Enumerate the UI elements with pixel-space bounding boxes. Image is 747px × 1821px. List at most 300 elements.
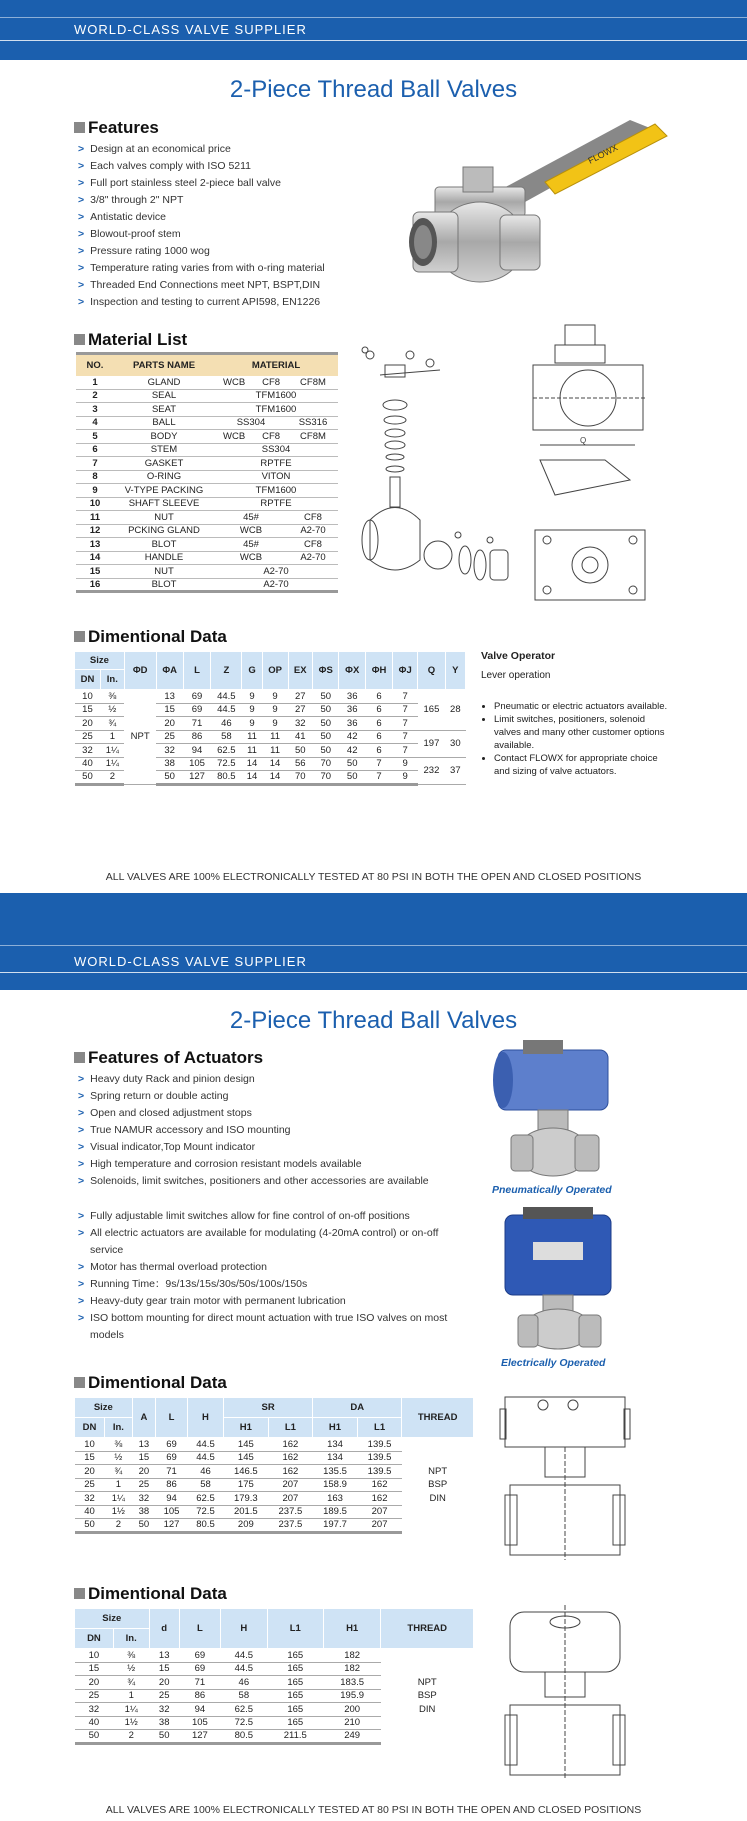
- dim-cell: 7: [365, 757, 392, 771]
- dim-cell: 69: [179, 1649, 220, 1663]
- material-part: PCKING GLAND: [114, 524, 214, 538]
- material-no: 5: [76, 430, 114, 444]
- material-row: [76, 511, 338, 525]
- feature-item: > Each valves comply with ISO 5211: [78, 158, 325, 175]
- dim-cell: 165: [267, 1716, 323, 1730]
- dim-cell: 9: [262, 717, 288, 731]
- dim-cell: 62.5: [221, 1703, 268, 1717]
- feature-item: > Heavy-duty gear train motor with permanent lubrication: [78, 1293, 468, 1310]
- col-phi-d: ΦD: [124, 652, 156, 690]
- dim-cell: 14: [262, 757, 288, 771]
- dim-row: [75, 690, 466, 704]
- dim-cell: 69: [156, 1438, 188, 1452]
- page-title-2: 2-Piece Thread Ball Valves: [229, 1007, 518, 1034]
- dim-cell: 9: [393, 771, 418, 785]
- dim-y: 28: [445, 690, 465, 731]
- material-no: 15: [76, 565, 114, 579]
- technical-drawing: [525, 320, 660, 610]
- dim-cell: 50: [312, 717, 338, 731]
- dim-cell: 207: [357, 1519, 402, 1533]
- dim-cell: 127: [156, 1519, 188, 1533]
- operator-notes: [482, 700, 672, 778]
- dim-cell: 175: [224, 1478, 269, 1492]
- dim-cell: 10: [75, 690, 101, 704]
- dim-cell: ⅜: [100, 690, 124, 704]
- material-part: BLOT: [114, 538, 214, 552]
- d2-col-size: Size: [75, 1609, 150, 1629]
- dim-cell: 207: [357, 1505, 402, 1519]
- dim-cell: 201.5: [224, 1505, 269, 1519]
- dim-cell: 32: [156, 744, 183, 758]
- dim-cell: 2: [100, 771, 124, 785]
- feature-item: > Design at an economical price: [78, 141, 325, 158]
- d2-col-h1: H1: [323, 1609, 381, 1649]
- dim-cell: 15: [156, 703, 183, 717]
- dim-cell: 44.5: [187, 1438, 223, 1452]
- dim-cell: 7: [393, 690, 418, 704]
- d1-col-l: L: [156, 1398, 188, 1438]
- material-value: 45#: [214, 538, 288, 552]
- col-y: Y: [445, 652, 465, 690]
- material-row: [76, 538, 338, 552]
- material-value: RPTFE: [214, 497, 338, 511]
- top-banner: [0, 0, 747, 60]
- dim-cell: 1¼: [105, 1492, 133, 1506]
- dim-cell: ¾: [113, 1676, 149, 1690]
- actuator-features-list: [78, 1071, 429, 1190]
- col-l: L: [183, 652, 210, 690]
- dim-cell: 32: [132, 1492, 155, 1506]
- pneumatic-drawing: [495, 1385, 635, 1570]
- dim-cell: 69: [179, 1662, 220, 1676]
- dim-cell: 20: [75, 717, 101, 731]
- feature-item: > Open and closed adjustment stops: [78, 1105, 429, 1122]
- material-heading: Material List: [74, 330, 187, 350]
- dim-cell: 42: [339, 730, 365, 744]
- dim-cell: 13: [132, 1438, 155, 1452]
- dim-cell: 72.5: [211, 757, 242, 771]
- d1-col-size: Size: [75, 1398, 133, 1418]
- dim-cell: 6: [365, 690, 392, 704]
- material-part: STEM: [114, 443, 214, 457]
- feature-item: > Inspection and testing to current API598, EN1226: [78, 294, 325, 311]
- col-phi-j: ΦJ: [393, 652, 418, 690]
- material-row: [76, 376, 338, 390]
- dim-cell: 32: [75, 744, 101, 758]
- dim-cell: 94: [179, 1703, 220, 1717]
- dim-cell: 42: [339, 744, 365, 758]
- dim-cell: 9: [242, 690, 262, 704]
- dim-cell: ½: [105, 1451, 133, 1465]
- dim-cell: 86: [183, 730, 210, 744]
- dim-cell: 32: [75, 1703, 114, 1717]
- thread-cell: DIN: [429, 1492, 446, 1504]
- dim-cell: 50: [149, 1730, 179, 1744]
- dim-cell: 9: [262, 690, 288, 704]
- dim-cell: 40: [75, 1505, 105, 1519]
- dim-cell: 6: [365, 730, 392, 744]
- d1-col-da-l1: L1: [357, 1418, 402, 1438]
- dim-cell: 6: [365, 744, 392, 758]
- dim-cell: ⅜: [113, 1649, 149, 1663]
- dim-cell: 7: [365, 771, 392, 785]
- feature-item: > Antistatic device: [78, 209, 325, 226]
- material-no: 10: [76, 497, 114, 511]
- col-g: G: [242, 652, 262, 690]
- operator-note: • Pneumatic or electric actuators available.: [494, 700, 672, 713]
- dim-cell: 1½: [113, 1716, 149, 1730]
- dimensional-heading-2: Dimentional Data: [74, 1373, 227, 1393]
- dim-cell: 134: [313, 1451, 358, 1465]
- section2-footer: ALL VALVES ARE 100% ELECTRONICALLY TESTED AT 80 PSI IN BOTH THE OPEN AND CLOSED POSITIONS: [105, 1804, 642, 1816]
- dim-cell: 40: [75, 757, 101, 771]
- material-no: 6: [76, 443, 114, 457]
- col-phi-x: ΦX: [339, 652, 365, 690]
- dim-cell: 183.5: [323, 1676, 381, 1690]
- d1-col-da-h1: H1: [313, 1418, 358, 1438]
- material-row: [76, 457, 338, 471]
- material-row: [76, 551, 338, 565]
- d2-col-h: H: [221, 1609, 268, 1649]
- dim-cell: 62.5: [211, 744, 242, 758]
- dim-cell: 139.5: [357, 1438, 402, 1452]
- dim-cell: 162: [268, 1451, 313, 1465]
- thread-cell: [381, 1662, 474, 1676]
- material-part: V-TYPE PACKING: [114, 484, 214, 498]
- dim-cell: 165: [267, 1649, 323, 1663]
- dim-cell: 162: [268, 1438, 313, 1452]
- dim-row: [75, 1465, 474, 1479]
- dim-cell: 162: [357, 1492, 402, 1506]
- dim-cell: 41: [288, 730, 312, 744]
- thread-cell: [402, 1519, 474, 1533]
- dim-cell: 9: [393, 757, 418, 771]
- dim-cell: 50: [339, 771, 365, 785]
- dim-cell: 56: [288, 757, 312, 771]
- material-row: [76, 443, 338, 457]
- operator-note: • Contact FLOWX for appropriate choice and sizing of valve actuators.: [494, 752, 672, 778]
- dim-cell: 13: [149, 1649, 179, 1663]
- dim-cell: 105: [156, 1505, 188, 1519]
- col-ex: EX: [288, 652, 312, 690]
- material-value: WCB: [214, 551, 288, 565]
- thread-cell: NPT: [428, 1465, 448, 1477]
- dim-cell: 2: [105, 1519, 133, 1533]
- d2-col-l: L: [179, 1609, 220, 1649]
- dim-cell: 207: [268, 1492, 313, 1506]
- dim-cell: 32: [149, 1703, 179, 1717]
- dim-cell: 189.5: [313, 1505, 358, 1519]
- dim-cell: 14: [242, 771, 262, 785]
- thread-cell: [402, 1505, 474, 1519]
- banner-tagline-2: WORLD-CLASS VALVE SUPPLIER: [74, 954, 307, 969]
- dim-cell: 80.5: [221, 1730, 268, 1744]
- dim-cell: 1: [105, 1478, 133, 1492]
- material-part: GASKET: [114, 457, 214, 471]
- dim-cell: 25: [75, 730, 101, 744]
- material-part: GLAND: [114, 376, 214, 390]
- dim-cell: 7: [393, 717, 418, 731]
- feature-item: > Heavy duty Rack and pinion design: [78, 1071, 429, 1088]
- col-z: Z: [211, 652, 242, 690]
- d1-col-sr: SR: [224, 1398, 313, 1418]
- d2-col-thread: THREAD: [381, 1609, 474, 1649]
- col-size: Size: [75, 652, 125, 670]
- dim-cell: 58: [187, 1478, 223, 1492]
- dim-cell: 50: [312, 690, 338, 704]
- dim-cell: 32: [288, 717, 312, 731]
- d1-col-a: A: [132, 1398, 155, 1438]
- dim-cell: 139.5: [357, 1465, 402, 1479]
- dim-cell: 58: [221, 1689, 268, 1703]
- material-value: A2-70: [288, 551, 338, 565]
- d2-col-l1: L1: [267, 1609, 323, 1649]
- material-part: HANDLE: [114, 551, 214, 565]
- dim-cell: 80.5: [211, 771, 242, 785]
- dim-cell: 38: [156, 757, 183, 771]
- dim-cell: 1: [113, 1689, 149, 1703]
- material-value: CF8M: [288, 430, 338, 444]
- dim-cell: 145: [224, 1438, 269, 1452]
- material-no: 11: [76, 511, 114, 525]
- material-no: 3: [76, 403, 114, 417]
- dim-cell: 69: [156, 1451, 188, 1465]
- dim-cell: 145: [224, 1451, 269, 1465]
- dim-cell: 27: [288, 703, 312, 717]
- dim-cell: 1¼: [100, 744, 124, 758]
- material-no: 9: [76, 484, 114, 498]
- dim-cell: 50: [312, 730, 338, 744]
- material-row: [76, 430, 338, 444]
- dim-cell: 36: [339, 690, 365, 704]
- feature-item: > Temperature rating varies from with o-ring material: [78, 260, 325, 277]
- dimensional-table: [74, 651, 466, 786]
- dim-cell: 72.5: [221, 1716, 268, 1730]
- pneumatic-caption: Pneumatically Operated: [492, 1184, 612, 1196]
- dim-cell: 9: [262, 703, 288, 717]
- dim-cell: 249: [323, 1730, 381, 1744]
- dim-cell: 50: [312, 703, 338, 717]
- dim-cell: 10: [75, 1649, 114, 1663]
- dim-row: [75, 1730, 474, 1744]
- dim-cell: 70: [288, 771, 312, 785]
- features-heading: Features: [74, 118, 159, 138]
- material-value: CF8: [254, 430, 288, 444]
- dimensional-heading-3: Dimentional Data: [74, 1584, 227, 1604]
- dim-cell: 50: [312, 744, 338, 758]
- dim-cell: 1: [100, 730, 124, 744]
- dim-cell: 162: [357, 1478, 402, 1492]
- dim-cell: 165: [267, 1703, 323, 1717]
- dim-row: [75, 1689, 474, 1703]
- dim-thread: NPT: [124, 690, 156, 785]
- material-value: WCB: [214, 376, 254, 390]
- col-phi-h: ΦH: [365, 652, 392, 690]
- material-value: SS304: [214, 443, 338, 457]
- operator-subtitle: Lever operation: [481, 670, 551, 681]
- dim-cell: 46: [221, 1676, 268, 1690]
- dim-cell: 13: [156, 690, 183, 704]
- material-value: 45#: [214, 511, 288, 525]
- dim-cell: 36: [339, 703, 365, 717]
- handle-brand: FLOWX: [586, 142, 620, 166]
- dim-cell: ¾: [105, 1465, 133, 1479]
- material-part: NUT: [114, 511, 214, 525]
- dim-cell: 2: [113, 1730, 149, 1744]
- dim-cell: 50: [75, 1519, 105, 1533]
- dim-y: 30: [445, 730, 465, 757]
- dim-cell: 62.5: [187, 1492, 223, 1506]
- electric-drawing: [495, 1600, 635, 1785]
- dim-q: 232: [418, 757, 445, 784]
- dim-cell: 80.5: [187, 1519, 223, 1533]
- banner-tagline: WORLD-CLASS VALVE SUPPLIER: [74, 22, 307, 37]
- material-value: CF8: [288, 511, 338, 525]
- dim-cell: 44.5: [187, 1451, 223, 1465]
- page-title: 2-Piece Thread Ball Valves: [229, 76, 518, 103]
- material-row: [76, 565, 338, 579]
- dim-cell: 27: [288, 690, 312, 704]
- dim-cell: 9: [242, 703, 262, 717]
- material-part: NUT: [114, 565, 214, 579]
- dim-cell: 32: [75, 1492, 105, 1506]
- feature-item: > Pressure rating 1000 wog: [78, 243, 325, 260]
- dim-cell: 25: [132, 1478, 155, 1492]
- dim-cell: 50: [132, 1519, 155, 1533]
- material-value: A2-70: [214, 565, 338, 579]
- divider-banner: [0, 893, 747, 990]
- material-part: BLOT: [114, 578, 214, 592]
- dim-cell: 10: [75, 1438, 105, 1452]
- material-value: TFM1600: [214, 403, 338, 417]
- dim-cell: 158.9: [313, 1478, 358, 1492]
- dim-y: 37: [445, 757, 465, 784]
- material-col-material: MATERIAL: [214, 354, 338, 376]
- dim-cell: 40: [75, 1716, 114, 1730]
- thread-cell: NPT: [417, 1676, 437, 1688]
- thread-cell: [381, 1649, 474, 1663]
- dim-cell: 44.5: [211, 703, 242, 717]
- section1-footer: ALL VALVES ARE 100% ELECTRONICALLY TESTED AT 80 PSI IN BOTH THE OPEN AND CLOSED POSITIONS: [105, 871, 642, 883]
- dim-cell: 44.5: [211, 690, 242, 704]
- dim-cell: 71: [156, 1465, 188, 1479]
- dim-cell: 182: [323, 1649, 381, 1663]
- material-no: 7: [76, 457, 114, 471]
- feature-item: > Visual indicator,Top Mount indicator: [78, 1139, 429, 1156]
- material-value: VITON: [214, 470, 338, 484]
- dim-cell: 86: [179, 1689, 220, 1703]
- exploded-view-drawing: [350, 345, 515, 605]
- material-row: [76, 389, 338, 403]
- col-dn: DN: [75, 670, 101, 690]
- dim-cell: 69: [183, 690, 210, 704]
- feature-item: > Solenoids, limit switches, positioners and other accessories are available: [78, 1173, 429, 1190]
- d1-col-h: H: [187, 1398, 223, 1438]
- dim-cell: 15: [75, 1662, 114, 1676]
- col-phi-a: ΦA: [156, 652, 183, 690]
- dim-cell: 163: [313, 1492, 358, 1506]
- dim-row: [75, 1492, 474, 1506]
- dim-cell: 11: [262, 744, 288, 758]
- electric-features-list: [78, 1208, 468, 1344]
- feature-item: > Spring return or double acting: [78, 1088, 429, 1105]
- dim-cell: 15: [149, 1662, 179, 1676]
- dim-cell: 211.5: [267, 1730, 323, 1744]
- dim-cell: ⅜: [105, 1438, 133, 1452]
- dim-cell: 36: [339, 717, 365, 731]
- dim-cell: 11: [262, 730, 288, 744]
- dim-cell: 105: [179, 1716, 220, 1730]
- electric-actuator-image: [493, 1207, 623, 1352]
- thread-cell: [402, 1438, 474, 1452]
- material-col-parts: PARTS NAME: [114, 354, 214, 376]
- thread-cell: BSP: [428, 1479, 448, 1491]
- material-value: WCB: [214, 524, 288, 538]
- dim-cell: 20: [132, 1465, 155, 1479]
- dim-cell: 11: [242, 744, 262, 758]
- material-value: SS304: [214, 416, 288, 430]
- dim-cell: 162: [268, 1465, 313, 1479]
- d1-col-in: In.: [105, 1418, 133, 1438]
- dim-cell: 6: [365, 717, 392, 731]
- dim-cell: 210: [323, 1716, 381, 1730]
- dim-row: [75, 1505, 474, 1519]
- dim-cell: 134: [313, 1438, 358, 1452]
- col-op: OP: [262, 652, 288, 690]
- d1-col-sr-h1: H1: [224, 1418, 269, 1438]
- dim-cell: 195.9: [323, 1689, 381, 1703]
- dim-cell: 20: [75, 1465, 105, 1479]
- material-row: [76, 403, 338, 417]
- material-part: SHAFT SLEEVE: [114, 497, 214, 511]
- material-no: 12: [76, 524, 114, 538]
- material-part: SEAL: [114, 389, 214, 403]
- dim-cell: 146.5: [224, 1465, 269, 1479]
- dim-cell: 209: [224, 1519, 269, 1533]
- feature-item: > ISO bottom mounting for direct mount actuation with true ISO valves on most models: [78, 1310, 468, 1344]
- dim-row: [75, 1451, 474, 1465]
- ball-valve-image: [405, 112, 680, 312]
- d1-col-da: DA: [313, 1398, 402, 1418]
- dim-cell: 44.5: [221, 1649, 268, 1663]
- dim-cell: 1¼: [100, 757, 124, 771]
- dim-cell: 165: [267, 1662, 323, 1676]
- feature-item: > True NAMUR accessory and ISO mounting: [78, 1122, 429, 1139]
- feature-item: > Full port stainless steel 2-piece ball valve: [78, 175, 325, 192]
- pneumatic-actuator-image: [483, 1040, 623, 1180]
- dim-cell: 7: [393, 730, 418, 744]
- electric-caption: Electrically Operated: [501, 1357, 606, 1369]
- thread-cell: [402, 1451, 474, 1465]
- dim-cell: 11: [242, 730, 262, 744]
- dim-cell: 46: [187, 1465, 223, 1479]
- material-row: [76, 578, 338, 592]
- material-value: RPTFE: [214, 457, 338, 471]
- col-in: In.: [100, 670, 124, 690]
- dim-cell: 25: [149, 1689, 179, 1703]
- dim-cell: 6: [365, 703, 392, 717]
- dim-cell: ½: [113, 1662, 149, 1676]
- d2-col-dn: DN: [75, 1629, 114, 1649]
- material-value: TFM1600: [214, 484, 338, 498]
- dim-q: 197: [418, 730, 445, 757]
- dim-cell: 94: [156, 1492, 188, 1506]
- thread-cell: DIN: [419, 1703, 436, 1715]
- dim-cell: 237.5: [268, 1505, 313, 1519]
- thread-cell: [381, 1730, 474, 1744]
- dim-row: [75, 1478, 474, 1492]
- material-no: 16: [76, 578, 114, 592]
